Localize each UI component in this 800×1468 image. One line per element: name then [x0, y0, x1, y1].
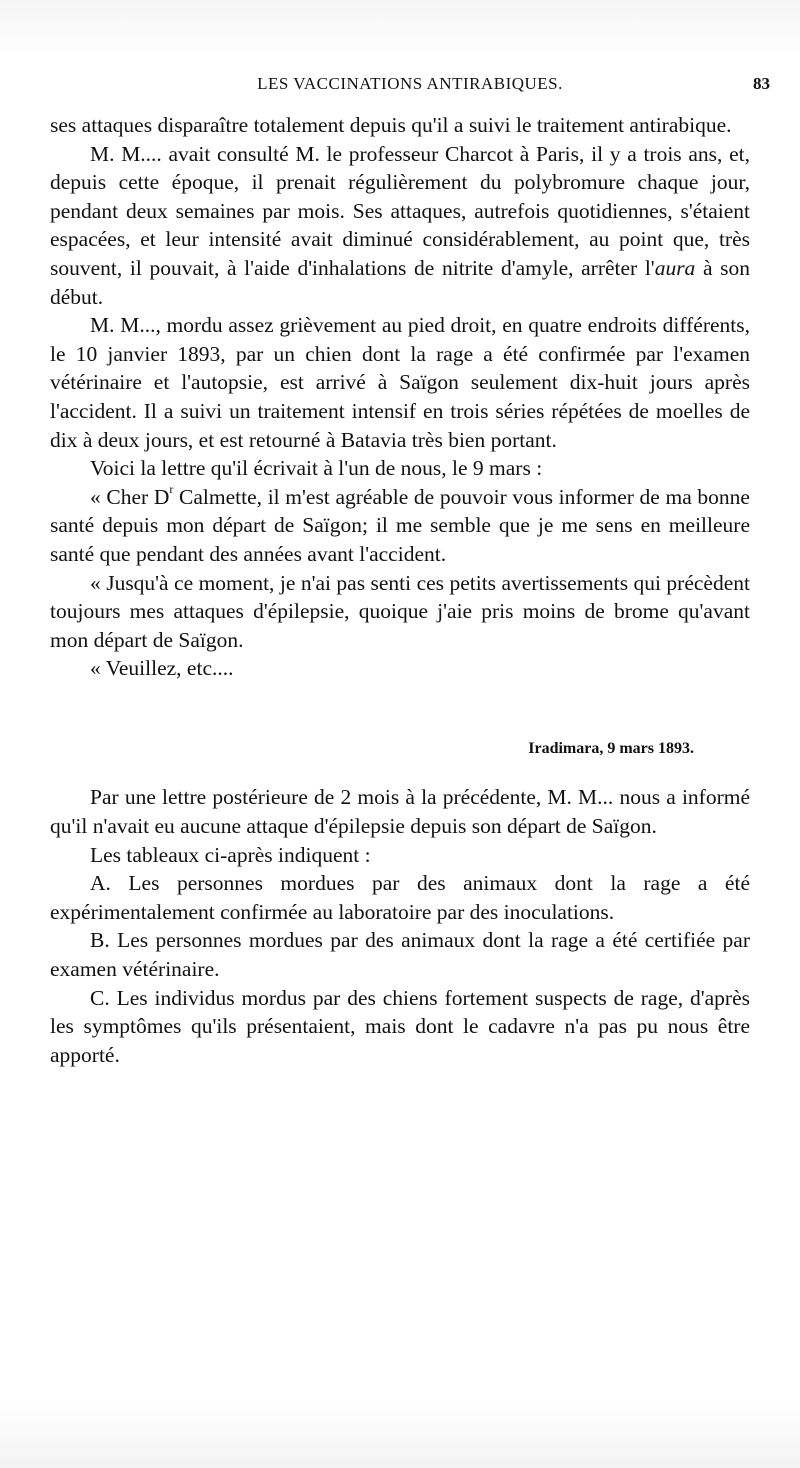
paragraph — [50, 140, 750, 312]
letter-text: Calmette, il m'est agréable de pouvoir vous informer de ma bonne santé depuis mon départ de Saïgon; il me semble que je me sens en meilleure santé que pendant des années avant l'accident. — [50, 484, 750, 566]
paragraph: M. M..., mordu assez grièvement au pied droit, en quatre endroits différents, le 10 janvier 1893, par un chien dont la rage a été confirmée par l'examen vétérinaire et l'autopsie, est arrivé à Saïgon seulement dix-huit jours après l'accident. Il a suivi un traitement intensif en trois séries répétées de moelles de dix à deux jours, et est retourné à Batavia très bien portant. — [50, 313, 750, 452]
page-number: 83 — [753, 74, 770, 93]
superscript-r: r — [169, 481, 174, 496]
paragraph: ses attaques disparaître totalement depuis qu'il a suivi le traitement antirabique. — [50, 113, 732, 137]
list-item-c: C. Les individus mordus par des chiens fortement suspects de rage, d'après les symptômes qu'ils présentaient, mais dont le cadavre n'a pas pu nous être apporté. — [50, 985, 750, 1067]
paragraph-tail: à son début. — [50, 255, 750, 309]
letter-paragraph: « Jusqu'à ce moment, je n'ai pas senti ces petits avertissements qui précèdent toujours mes attaques d'épilepsie, quoique j'aie pris moins de brome qu'avant mon départ de Saïgon. — [50, 570, 750, 652]
paragraph-text: M. M.... avait consulté M. le professeur Charcot à Paris, il y a trois ans, et, depuis cette époque, il prenait régulièrement du polybromure chaque jour, pendant deux semaines par mois. Ses attaques, autrefois quotidiennes, s'étaient espacées, et leur intensité avait diminué considérablement, au point que, très souvent, il pouvait, à l'aide d'inhalations de nitrite d'amyle, arrêter l' — [50, 141, 750, 280]
letter-salutation: « Cher D — [90, 484, 170, 509]
letter-closing: « Veuillez, etc.... — [90, 656, 234, 681]
paragraph: Les tableaux ci-après indiquent : — [90, 842, 371, 867]
page-header — [50, 74, 770, 104]
paragraph: Voici la lettre qu'il écrivait à l'un de nous, le 9 mars : — [90, 456, 543, 481]
list-item-a: A. Les personnes mordues par des animaux dont la rage a été expérimentalement confirmée au laboratoire par des inoculations. — [50, 871, 750, 924]
body-text — [50, 111, 750, 1069]
paragraph: Par une lettre postérieure de 2 mois à la précédente, M. M... nous a informé qu'il n'avait eu aucune attaque d'épilepsie depuis son départ de Saïgon. — [50, 785, 750, 839]
list-item-b: B. Les personnes mordues par des animaux dont la rage a été certifiée par examen vétérinaire. — [50, 928, 750, 982]
running-title: LES VACCINATIONS ANTIRABIQUES. — [257, 74, 563, 93]
letter-signature: Iradimara, 9 mars 1893. — [528, 739, 694, 757]
aura-word: aura — [654, 255, 696, 280]
letter-paragraph — [50, 483, 750, 569]
